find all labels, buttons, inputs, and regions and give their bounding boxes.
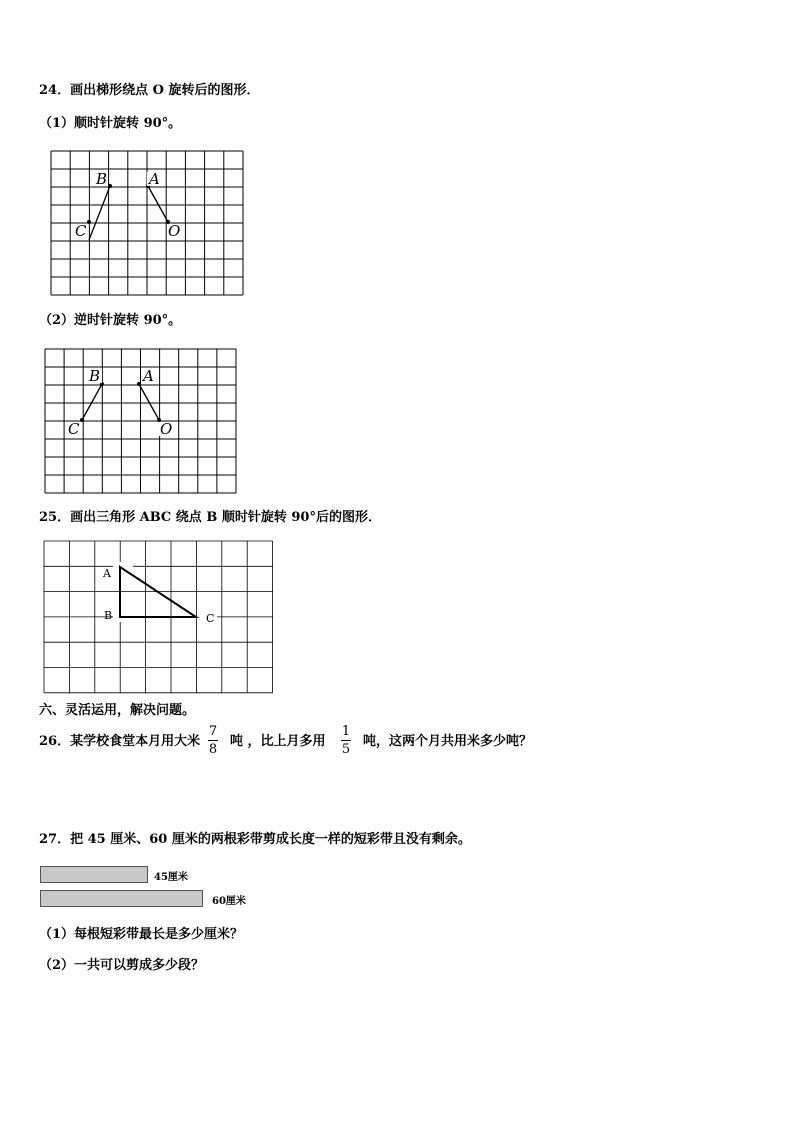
grid-figure-1 xyxy=(50,150,244,296)
fraction-7-8 xyxy=(208,724,218,757)
fraction-denominator: 5 xyxy=(341,742,351,757)
trapezoid-side-ao xyxy=(148,186,168,222)
ribbon-60cm-label: 60厘米 xyxy=(212,896,246,907)
trapezoid-side-ao xyxy=(139,384,159,420)
point-c-label: C xyxy=(75,222,87,240)
q25-title: 25．画出三角形 ABC 绕点 B 顺时针旋转 90°后的图形． xyxy=(39,510,381,525)
point-o-label: O xyxy=(168,222,181,240)
fraction-numerator: 1 xyxy=(341,724,351,739)
point-c-label: C xyxy=(68,420,80,438)
fraction-denominator: 8 xyxy=(208,742,218,757)
point-b-label: B xyxy=(104,609,113,622)
grid-figure-2 xyxy=(44,348,237,494)
q27-title: 27．把 45 厘米、60 厘米的两根彩带剪成长度一样的短彩带且没有剩余。 xyxy=(39,832,471,847)
point-a-label: A xyxy=(143,367,154,385)
q26-text-middle: 吨 ，比上月多用 xyxy=(230,734,326,749)
q27-part1: （1）每根短彩带最长是多少厘米？ xyxy=(39,927,244,942)
point-o-label: O xyxy=(160,420,173,438)
point-a-label: A xyxy=(103,567,111,580)
q24-title: 24．画出梯形绕点 O 旋转后的图形． xyxy=(39,83,260,98)
point-a-label: A xyxy=(149,170,160,188)
q26-text-after: 吨，这两个月共用米多少吨？ xyxy=(363,734,533,749)
q24-part1: （1）顺时针旋转 90°。 xyxy=(39,116,182,131)
ribbon-45cm-label: 45厘米 xyxy=(154,872,188,883)
q26-text-before: 26．某学校食堂本月用大米 xyxy=(39,734,201,749)
fraction-numerator: 7 xyxy=(208,724,218,739)
trapezoid-side-cb xyxy=(89,186,110,240)
point-b-label: B xyxy=(89,367,101,385)
q27-part2: （2）一共可以剪成多少段？ xyxy=(39,958,205,973)
point-b-label: B xyxy=(96,170,108,188)
grid-figure-3 xyxy=(43,540,273,694)
trapezoid-side-cb xyxy=(82,384,102,420)
point-c-label: C xyxy=(206,612,215,625)
ribbon-60cm xyxy=(40,890,203,907)
fraction-1-5 xyxy=(341,724,351,757)
ribbon-45cm xyxy=(40,866,148,883)
q24-part2: （2）逆时针旋转 90°。 xyxy=(39,313,182,328)
section-6-heading: 六、灵活运用，解决问题。 xyxy=(39,703,196,718)
